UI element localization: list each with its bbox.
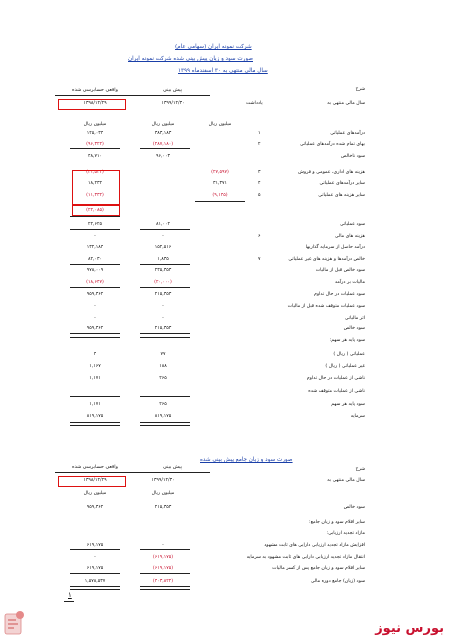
- row-label: افزایش مازاد تجدید ارزیابی دارایی های ثابت مشهود: [264, 543, 365, 548]
- row-label: خالص درآمدها و هزینه های غیر عملیاتی: [288, 257, 365, 262]
- row-value-actual: (۳۱,۵۳۴): [86, 170, 104, 175]
- row-label: سایر هزینه های عملیاتی: [318, 193, 365, 198]
- statement-period: سال مالی منتهی به ۳۰ اسفندماه ۱۳۹۹: [178, 68, 268, 74]
- row-label: هزینه های اداری، عمومی و فروش: [298, 170, 365, 175]
- row-value-forecast: ۲۱۵,۳۵۳: [154, 292, 172, 297]
- row-value-actual: (۱۸,۶۴۷): [86, 280, 104, 285]
- row-value-forecast: ۷۷: [160, 352, 166, 357]
- row-value-actual: -: [94, 304, 96, 309]
- row-label: سود پایه هر سهم:: [329, 338, 365, 343]
- row-value-forecast: (۴۰۳,۸۲۲): [152, 579, 174, 584]
- forecast-header: پیش بینی: [162, 87, 183, 93]
- row-value-forecast: ۹۶,۰۰۳: [155, 154, 171, 159]
- row-value-forecast: ۲۶۵: [159, 376, 167, 381]
- row-value-actual: (۱۱,۳۳۴): [86, 193, 104, 198]
- row-value-actual: ۲۴,۶۲۵: [87, 222, 103, 227]
- row-value-actual: ۱,۱۶۷: [89, 364, 101, 369]
- row-label: سود عملیات متوقف شده قبل از مالیات: [287, 304, 365, 309]
- desc-header-2: شرح: [355, 467, 365, 472]
- row-label: سرمایه: [350, 414, 365, 419]
- row-label: سایر اقلام سود و زیان جامع:: [309, 520, 365, 525]
- row-label: سود پایه هر سهم: [331, 402, 365, 407]
- row-value-c1: (۹,۱۴۵): [212, 193, 228, 198]
- row-label: هزینه های مالی: [334, 234, 365, 239]
- unit-2-c3: میلیون ریال: [83, 491, 107, 496]
- row-value-actual: (۲۴,۰۸۵): [86, 208, 104, 213]
- row-value-forecast: ۳۸۳,۱۸۳: [154, 131, 172, 136]
- row-value-actual: ۴: [93, 352, 97, 357]
- row-label: سود عملیات در حال تداوم: [313, 292, 365, 297]
- statement-title: صورت سود و زیان پیش بینی شده شرکت نمونه ایران: [128, 56, 253, 62]
- row-label: عملیاتی ( ریال ): [333, 352, 365, 357]
- watermark-logo-icon: [4, 610, 26, 636]
- forecast-date: ۱۳۹۹/۱۲/۳۰: [161, 101, 185, 106]
- row-value-actual: ۱,۱۷۱: [89, 402, 101, 407]
- row-note: ۶: [258, 234, 261, 239]
- row-value-actual: ۱,۱۷۱: [89, 376, 101, 381]
- row-value-actual: ۸۱۹,۱۷۵: [86, 414, 104, 419]
- row-label: اثر مالیاتی: [344, 316, 365, 321]
- row-label: مازاد تجدید ارزیابی:: [326, 531, 365, 536]
- row-label: درآمدهای عملیاتی: [330, 131, 365, 136]
- row-label: بهای تمام شده درآمدهای عملیاتی: [299, 142, 365, 147]
- row-value-actual: ۴۸,۷۱۰: [87, 154, 103, 159]
- row-label: مالیات بر درآمد: [334, 280, 365, 285]
- row-value-actual: ۱۴۵,۰۳۴: [86, 131, 104, 136]
- row-value-forecast: ۸۱۹,۱۷۵: [154, 414, 172, 419]
- row-value-actual: ۱۳۲,۱۸۴: [86, 245, 104, 250]
- row-label: سایر درآمدهای عملیاتی: [319, 181, 365, 186]
- row-value-forecast: ۱۵۲,۵۱۶: [154, 245, 172, 250]
- row-value-forecast: (۶۱۹,۱۷۵): [152, 555, 174, 560]
- row-label: سود خالص قبل از مالیات: [315, 268, 365, 273]
- desc-header: شرح: [355, 87, 365, 92]
- row-value-c1: ۳۱,۳۷۱: [212, 181, 228, 186]
- row-label: سود خالص: [343, 326, 365, 331]
- row-value-actual: ۱,۵۷۸,۵۳۷: [84, 579, 106, 584]
- row-label: غیر عملیاتی ( ریال ): [325, 364, 365, 369]
- row-note: ۱: [258, 131, 261, 136]
- row-value-forecast: -: [162, 234, 164, 239]
- row-value-forecast: ۸۱,۰۰۲: [155, 222, 171, 227]
- row-label: سود (زیان) جامع دوره مالی: [310, 579, 365, 584]
- row-note: ۳: [258, 170, 261, 175]
- row-value-actual: ۹۵۹,۳۶۲: [86, 505, 104, 510]
- page-number: ۱: [68, 591, 72, 599]
- row-value-forecast: -: [162, 543, 164, 548]
- row-value-actual: ۶۱۹,۱۷۵: [86, 566, 104, 571]
- row-value-actual: ۹۷۸,۰۰۹: [86, 268, 104, 273]
- row-label: سود خالص: [343, 505, 365, 510]
- row-note: ۲: [258, 142, 261, 147]
- fiscal-year-label: سال مالی منتهی به: [327, 101, 365, 106]
- notes-header: یادداشت: [246, 101, 263, 106]
- row-value-forecast: ۲۶۵: [159, 402, 167, 407]
- row-note: ۷: [258, 257, 261, 262]
- actual-header-2: واقعی حسابرسی شده: [72, 464, 118, 470]
- row-label: انتقال مازاد تجدید ارزیابی دارایی های ثابت مشهود به سرمایه: [246, 555, 365, 560]
- unit-c1: میلیون ریال: [208, 122, 232, 127]
- row-label: سود ناخالص: [340, 154, 365, 159]
- company-name: شرکت نمونه ایران (سهامی عام): [175, 44, 252, 50]
- row-label: سایر اقلام سود و زیان جامع پس از کسر مالیات: [272, 566, 365, 571]
- row-value-forecast: ۲۳۵,۳۵۳: [154, 268, 172, 273]
- fiscal-year-label-2: سال مالی منتهی به: [327, 478, 365, 483]
- row-value-forecast: ۱۸۸: [159, 364, 167, 369]
- actual-date: ۱۳۹۸/۱۲/۲۹: [83, 101, 107, 106]
- row-value-actual: ۶۱۹,۱۷۵: [86, 543, 104, 548]
- forecast-date-2: ۱۳۹۹/۱۲/۳۰: [151, 478, 175, 483]
- row-label: سود عملیاتی: [339, 222, 365, 227]
- unit-2-c2: میلیون ریال: [151, 491, 175, 496]
- actual-date-2: ۱۳۹۸/۱۲/۲۹: [83, 478, 107, 483]
- brand-logo: بورس نیوز: [375, 621, 444, 636]
- unit-c2: میلیون ریال: [151, 122, 175, 127]
- row-value-actual: ۱۸,۴۳۴: [87, 181, 103, 186]
- row-note: ۵: [258, 193, 261, 198]
- row-value-actual: (۹۶,۳۲۴): [86, 142, 104, 147]
- row-value-actual: ۸۴,۰۳۰: [87, 257, 103, 262]
- section2-title: صورت سود و زیان جامع پیش بینی شده: [200, 457, 293, 463]
- row-value-actual: ۹۵۹,۳۶۲: [86, 292, 104, 297]
- row-value-actual: -: [94, 555, 96, 560]
- row-value-actual: -: [94, 234, 96, 239]
- row-value-forecast: (۲۸۷,۱۸۰): [152, 142, 174, 147]
- forecast-header-2: پیش بینی: [162, 464, 183, 470]
- row-value-forecast: -: [162, 316, 164, 321]
- row-value-forecast: -: [162, 304, 164, 309]
- row-value-forecast: (۶۱۹,۱۷۵): [152, 566, 174, 571]
- row-value-actual: ۹۵۹,۳۶۲: [86, 326, 104, 331]
- actual-header: واقعی حسابرسی شده: [72, 87, 118, 93]
- row-value-actual: -: [94, 316, 96, 321]
- row-value-c1: (۲۷,۵۹۷): [211, 170, 229, 175]
- row-value-forecast: ۱,۸۳۵: [157, 257, 169, 262]
- row-label: درآمد حاصل از سرمایه گذاریها: [305, 245, 365, 250]
- unit-c3: میلیون ریال: [83, 122, 107, 127]
- row-value-forecast: ۲۱۵,۳۵۳: [154, 505, 172, 510]
- row-label: ناشی از عملیات متوقف شده: [308, 389, 365, 394]
- row-value-forecast: (۲۰,۰۰۰): [154, 280, 172, 285]
- row-note: ۴: [258, 181, 261, 186]
- row-value-forecast: ۲۱۵,۳۵۳: [154, 326, 172, 331]
- row-label: ناشی از عملیات در حال تداوم: [306, 376, 365, 381]
